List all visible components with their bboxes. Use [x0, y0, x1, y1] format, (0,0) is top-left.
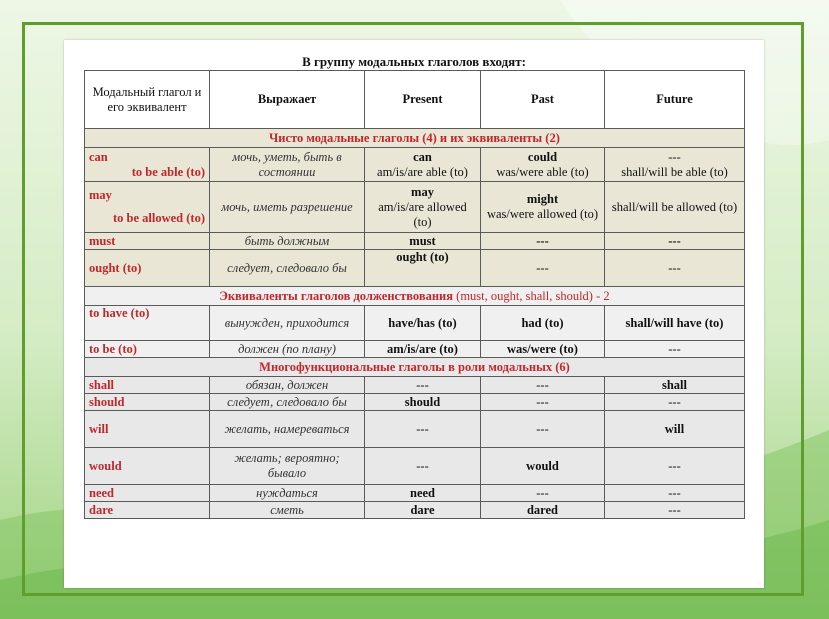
past-cell: --- — [481, 411, 605, 448]
meaning-cell: обязан, должен — [210, 377, 365, 394]
section-row — [85, 358, 745, 377]
present-cell: --- — [365, 411, 481, 448]
present-cell: must — [365, 233, 481, 250]
section-multifunctional: Многофункциональные глаголы в роли модальных (6) — [85, 358, 745, 377]
verb-cell — [85, 182, 210, 233]
verb-cell — [85, 148, 210, 182]
present-equivalent: am/is/are able (to) — [377, 164, 468, 179]
table-row — [85, 233, 745, 250]
future-cell: --- — [605, 394, 745, 411]
present-cell: --- — [365, 377, 481, 394]
table-row — [85, 182, 745, 233]
header-future: Future — [605, 71, 745, 129]
verb-ought: ought (to) — [85, 250, 210, 287]
meaning-cell: мочь, уметь, быть в состоянии — [210, 148, 365, 182]
meaning-cell: следует, следовало бы — [210, 394, 365, 411]
verb-need: need — [85, 485, 210, 502]
past-form: could — [527, 149, 558, 164]
past-cell: was/were (to) — [481, 341, 605, 358]
table-row — [85, 341, 745, 358]
verb-shall: shall — [85, 377, 210, 394]
future-cell — [605, 148, 745, 182]
table-row — [85, 485, 745, 502]
future-cell: shall — [605, 377, 745, 394]
past-cell — [481, 148, 605, 182]
future-cell: will — [605, 411, 745, 448]
past-cell: --- — [481, 394, 605, 411]
present-cell — [365, 182, 481, 233]
section-equivalents-note: (must, ought, shall, should) - 2 — [453, 288, 610, 303]
header-verb: Модальный глагол и его эквивалент — [85, 71, 210, 129]
past-cell: would — [481, 448, 605, 485]
document-card — [64, 40, 764, 588]
meaning-cell: мочь, иметь разрешение — [210, 182, 365, 233]
section-equivalents-label: Эквиваленты глаголов долженствования — [219, 288, 454, 303]
verb-to-be: to be (to) — [85, 341, 210, 358]
meaning-cell: сметь — [210, 502, 365, 519]
verb-must: must — [85, 233, 210, 250]
present-form: may — [411, 184, 434, 199]
future-cell: --- — [605, 233, 745, 250]
future-cell: shall/will have (to) — [605, 306, 745, 341]
past-cell: --- — [481, 485, 605, 502]
verb-should: should — [85, 394, 210, 411]
header-meaning: Выражает — [210, 71, 365, 129]
future-cell: shall/will be allowed (to) — [605, 182, 745, 233]
section-row — [85, 129, 745, 148]
table-row — [85, 250, 745, 287]
meaning-cell: желать, намереваться — [210, 411, 365, 448]
modal-verbs-table — [84, 70, 745, 519]
header-present: Present — [365, 71, 481, 129]
table-row — [85, 306, 745, 341]
present-cell: should — [365, 394, 481, 411]
meaning-cell: вынужден, приходится — [210, 306, 365, 341]
past-cell — [481, 182, 605, 233]
meaning-cell: должен (по плану) — [210, 341, 365, 358]
present-cell: --- — [365, 448, 481, 485]
table-row — [85, 411, 745, 448]
verb-can: can — [89, 149, 108, 164]
verb-will: will — [85, 411, 210, 448]
verb-to-have: to have (to) — [85, 306, 210, 341]
table-row — [85, 502, 745, 519]
past-cell: --- — [481, 233, 605, 250]
table-title: В группу модальных глаголов входят: — [302, 54, 526, 69]
future-cell: --- — [605, 341, 745, 358]
present-cell: ought (to) — [365, 250, 481, 287]
meaning-cell: быть должным — [210, 233, 365, 250]
table-row — [85, 377, 745, 394]
past-form: might — [526, 192, 559, 206]
verb-may: may — [89, 188, 112, 202]
past-equivalent: was/were allowed (to) — [486, 207, 599, 221]
verb-would: would — [85, 448, 210, 485]
future-form: --- — [668, 149, 681, 164]
meaning-cell: желать; вероятно; бывало — [210, 448, 365, 485]
table-row — [85, 148, 745, 182]
present-cell: am/is/are (to) — [365, 341, 481, 358]
past-cell: --- — [481, 250, 605, 287]
verb-dare: dare — [85, 502, 210, 519]
past-cell: --- — [481, 377, 605, 394]
past-equivalent: was/were able (to) — [496, 164, 589, 179]
present-cell: have/has (to) — [365, 306, 481, 341]
section-row — [85, 287, 745, 306]
future-equivalent: shall/will be able (to) — [621, 164, 728, 179]
verb-equivalent: to be allowed (to) — [113, 211, 205, 225]
section-equivalents — [85, 287, 745, 306]
meaning-cell: следует, следовало бы — [210, 250, 365, 287]
table-row — [85, 394, 745, 411]
verb-equivalent: to be able (to) — [131, 164, 205, 179]
present-cell — [365, 148, 481, 182]
present-cell: dare — [365, 502, 481, 519]
past-cell: dared — [481, 502, 605, 519]
future-cell: --- — [605, 250, 745, 287]
section-pure-modal: Чисто модальные глаголы (4) и их эквиваленты (2) — [85, 129, 745, 148]
future-cell: --- — [605, 448, 745, 485]
meaning-cell: нуждаться — [210, 485, 365, 502]
present-equivalent: am/is/are allowed (to) — [378, 199, 467, 229]
present-cell: need — [365, 485, 481, 502]
present-form: can — [413, 149, 432, 164]
header-past: Past — [481, 71, 605, 129]
header-row — [85, 71, 745, 129]
future-cell: --- — [605, 485, 745, 502]
future-cell: --- — [605, 502, 745, 519]
past-cell: had (to) — [481, 306, 605, 341]
table-row — [85, 448, 745, 485]
